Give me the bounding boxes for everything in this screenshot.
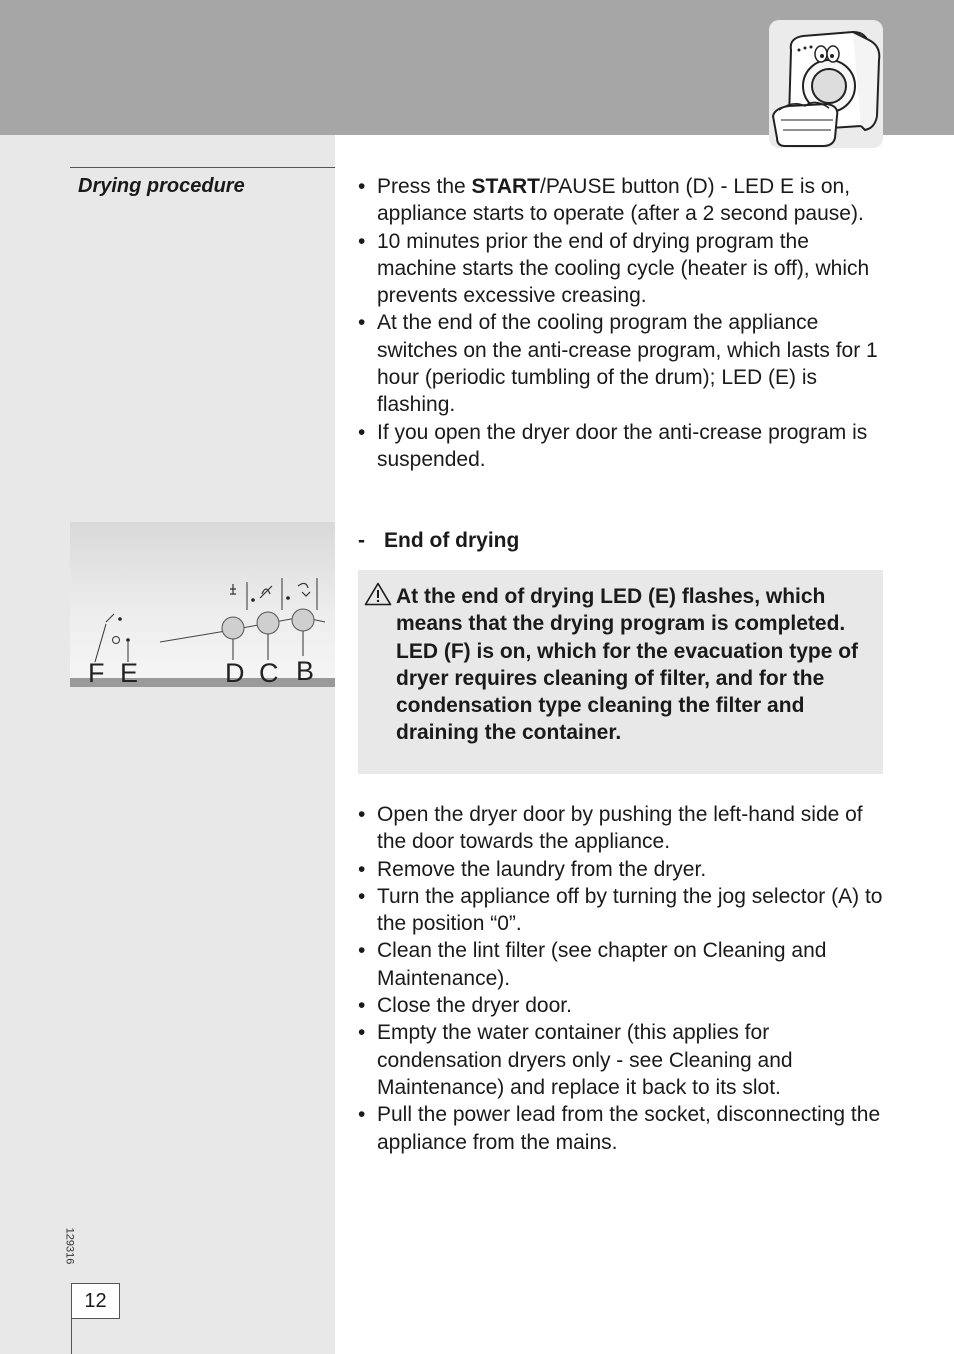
page-number-rule [71,1319,72,1354]
list-item: • Empty the water container (this applies for condensation dryers only - see Cleaning and Maintenance) and replace it back to its slot. [358,1019,888,1101]
end-of-drying-heading: - End of drying [358,529,520,552]
list-item: • 10 minutes prior the end of drying program the machine starts the cooling cycle (heater is off), which prevents excessive creasing. [358,228,888,310]
document-code: 129316 [63,1227,76,1265]
list-item: • Close the dryer door. [358,992,888,1019]
panel-label-b: B [296,656,315,686]
end-procedure-list [358,801,888,1156]
dryer-mascot-icon [769,20,883,148]
list-item: • Clean the lint filter (see chapter on Cleaning and Maintenance). [358,937,888,992]
panel-label-f: F [88,658,105,687]
list-item: • If you open the dryer door the anti-crease program is suspended. [358,419,888,474]
procedure-list [358,173,888,473]
list-item: • Turn the appliance off by turning the jog selector (A) to the position “0”. [358,883,888,938]
warning-triangle-icon [364,582,392,611]
section-title: Drying procedure [78,175,245,197]
page-number: 12 [71,1283,120,1319]
list-item: • At the end of the cooling program the appliance switches on the anti-crease program, which lasts for 1 hour (periodic tumbling of the drum); LED (E) is flashing. [358,309,888,418]
list-item: • Pull the power lead from the socket, disconnecting the appliance from the mains. [358,1101,888,1156]
list-item: • Open the dryer door by pushing the left-hand side of the door towards the appliance. [358,801,888,856]
section-divider [70,167,335,168]
warning-box [358,570,883,774]
panel-label-d: D [225,658,245,687]
control-panel-illustration [70,522,335,687]
side-column [0,135,335,1354]
list-item: • Press the START/PAUSE button (D) - LED E is on, appliance starts to operate (after a 2 second pause). [358,173,888,228]
panel-label-e: E [120,658,139,687]
panel-label-c: C [259,658,279,687]
warning-text: At the end of drying LED (E) flashes, which means that the drying program is completed. LED (F) is on, which for the evacuation type of dryer requires cleaning of filter, and for the condensation type cleaning the filter and draining the container. [396,585,859,745]
list-item: • Remove the laundry from the dryer. [358,856,888,883]
